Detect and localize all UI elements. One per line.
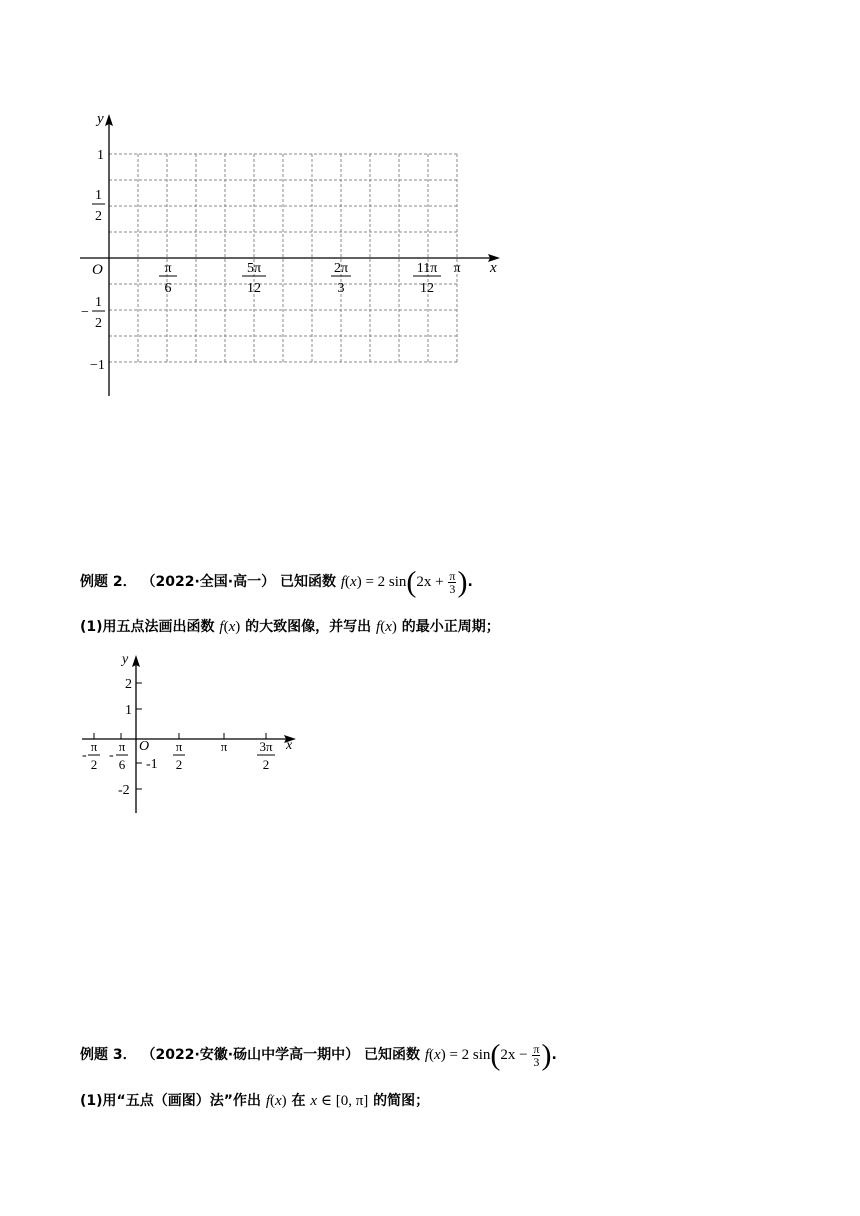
- x-axis-label: x: [490, 260, 497, 276]
- grid-coordinate-figure: [70, 100, 510, 410]
- example2-intro: 已知函数: [279, 573, 336, 590]
- example3-statement: 例题 3． （2022·安徽·砀山中学高一期中） 已知函数 f(x) = 2 sin(2x − $\frac{\pi}{3}$ ).: [80, 1038, 557, 1072]
- x-tick-3pi-2: [257, 739, 275, 772]
- svg-text:2: 2: [90, 757, 98, 772]
- y-tick-neg2: -2: [118, 783, 130, 798]
- svg-text:-: -: [109, 748, 114, 763]
- x-axis-label: x: [286, 738, 293, 753]
- example3-intro: 已知函数: [363, 1046, 420, 1063]
- svg-text:6: 6: [118, 757, 126, 772]
- svg-text:π: π: [164, 261, 172, 276]
- svg-text:2π: 2π: [333, 261, 349, 276]
- example2-source: （2022·全国·高一）: [141, 573, 276, 590]
- x-tick-2pi-3: [331, 261, 351, 296]
- example2-part1: (1)用五点法画出函数 f(x) 的大致图像，并写出 f(x) 的最小正周期；: [80, 619, 500, 635]
- y-tick-neg-half-sign: −: [81, 305, 89, 320]
- y-tick-neg-half-den: 2: [95, 316, 102, 331]
- y-tick-neg1: -1: [146, 757, 158, 772]
- origin-label: O: [139, 739, 150, 754]
- svg-text:3: 3: [337, 281, 345, 296]
- y-tick-one: 1: [97, 148, 104, 163]
- x-tick-5pi-12: [242, 261, 266, 296]
- example3-formula: f(x) = 2 sin(2x − $\frac{\pi}{3}$ ): [424, 1038, 552, 1072]
- svg-text:π: π: [175, 739, 183, 754]
- x-tick-pi-6: [159, 261, 177, 296]
- svg-text:5π: 5π: [246, 261, 262, 276]
- small-axes-figure: [70, 645, 310, 820]
- svg-text:-: -: [82, 748, 87, 763]
- svg-text:12: 12: [247, 281, 261, 296]
- svg-text:11π: 11π: [416, 261, 438, 276]
- y-tick-neg-one: −1: [90, 358, 105, 373]
- origin-label: O: [92, 262, 103, 278]
- x-tick-pi-end: π: [453, 261, 461, 276]
- example2-statement: 例题 2． （2022·全国·高一） 已知函数 f(x) = 2 sin(2x + $\frac{\pi}{3}$ ).: [80, 565, 473, 599]
- y-tick-2: 2: [125, 677, 132, 692]
- example2-formula: f(x) = 2 sin(2x + $\frac{\pi}{3}$ ): [340, 565, 468, 599]
- y-axis-label: y: [97, 111, 104, 127]
- svg-text:2: 2: [175, 757, 183, 772]
- x-tick-11pi-12: [413, 261, 441, 296]
- y-tick-1: 1: [125, 703, 132, 718]
- svg-text:π: π: [118, 739, 126, 754]
- example3-source: （2022·安徽·砀山中学高一期中）: [141, 1046, 360, 1063]
- example2-label: 例题 2．: [80, 573, 137, 590]
- example3-label: 例题 3．: [80, 1046, 137, 1063]
- svg-text:π: π: [220, 739, 228, 754]
- example3-part1: (1)用“五点（画图）法”作出 f(x) 在 x ∈ [0, π] 的简图；: [80, 1093, 430, 1109]
- y-axis-label: y: [122, 652, 129, 667]
- svg-text:12: 12: [420, 281, 434, 296]
- svg-text:3π: 3π: [259, 739, 273, 754]
- y-tick-half-num: 1: [95, 188, 102, 203]
- svg-text:2: 2: [262, 757, 270, 772]
- x-tick-pi-2: [173, 739, 185, 772]
- x-tick-pi: [221, 739, 228, 754]
- svg-text:6: 6: [164, 281, 172, 296]
- y-tick-neg-half-num: 1: [95, 295, 102, 310]
- y-tick-half-den: 2: [95, 209, 102, 224]
- svg-text:π: π: [90, 739, 98, 754]
- x-tick-neg-pi-2: [82, 739, 100, 772]
- x-tick-neg-pi-6: [109, 739, 128, 772]
